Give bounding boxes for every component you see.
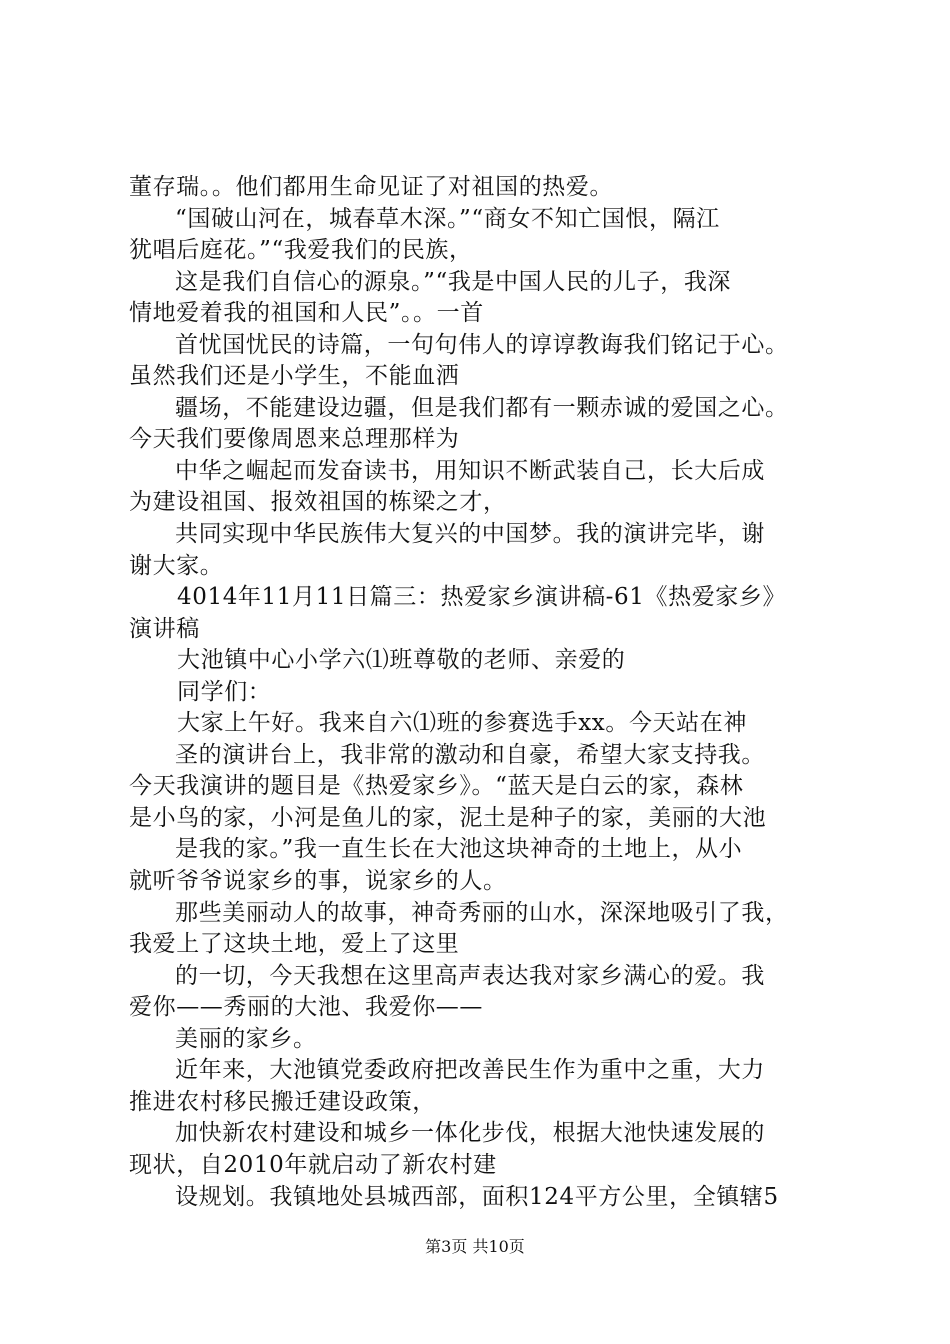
text-line: “国破山河在，城春草木深。”“商女不知亡国恨，隔江 — [175, 205, 720, 232]
page-footer — [0, 1236, 950, 1258]
text-line: 同学们： — [177, 678, 272, 705]
text-line: 疆场，不能建设边疆，但是我们都有一颗赤诚的爱国之心。 — [175, 394, 789, 421]
text-line: 情地爱着我的祖国和人民”。。一首 — [129, 300, 484, 327]
text-line: 谢大家。 — [129, 552, 224, 579]
text-line: 这是我们自信心的源泉。”“我是中国人民的儿子，我深 — [175, 268, 732, 295]
text-line: 现状，自2010年就启动了新农村建 — [129, 1151, 497, 1178]
text-line: 就听爷爷说家乡的事，说家乡的人。 — [129, 868, 507, 895]
text-line: 推进农村移民搬迁建设政策， — [129, 1088, 436, 1115]
text-line: 的一切，今天我想在这里高声表达我对家乡满心的爱。我 — [175, 962, 765, 989]
text-line: 加快新农村建设和城乡一体化步伐，根据大池快速发展的 — [175, 1120, 765, 1147]
text-line: 董存瑞。。他们都用生命见证了对祖国的热爱。 — [129, 174, 614, 200]
text-line: 今天我演讲的题目是《热爱家乡》。“蓝天是白云的家，森林 — [129, 773, 744, 800]
text-line: 犹唱后庭花。”“我爱我们的民族， — [129, 237, 473, 264]
text-line: 是小鸟的家，小河是鱼儿的家，泥土是种子的家，美丽的大池 — [129, 804, 767, 831]
text-line: 中华之崛起而发奋读书，用知识不断武装自己，长大后成 — [175, 457, 765, 484]
text-line: 首忧国忧民的诗篇，一句句伟人的谆谆教诲我们铭记于心。 — [175, 331, 789, 358]
text-line: 我爱上了这块土地，爱上了这里 — [129, 931, 460, 958]
text-line: 设规划。我镇地处县城西部，面积124平方公里，全镇辖5 — [175, 1183, 779, 1210]
text-line: 虽然我们还是小学生，不能血洒 — [129, 363, 460, 390]
text-line: 4014年11月11日篇三：热爱家乡演讲稿-61《热爱家乡》 — [177, 584, 787, 611]
page-number-label: 第3页 共10页 — [425, 1237, 525, 1256]
text-line: 今天我们要像周恩来总理那样为 — [129, 426, 460, 453]
text-line: 共同实现中华民族伟大复兴的中国梦。我的演讲完毕，谢 — [175, 521, 765, 548]
text-line: 那些美丽动人的故事，神奇秀丽的山水，深深地吸引了我， — [175, 899, 789, 926]
text-line: 爱你——秀丽的大池、我爱你—— — [129, 994, 483, 1021]
text-line: 为建设祖国、报效祖国的栋梁之才， — [129, 489, 507, 516]
document-body — [129, 172, 834, 1213]
text-line: 大家上午好。我来自六⑴班的参赛选手xx。今天站在神 — [177, 710, 747, 737]
text-line: 圣的演讲台上，我非常的激动和自豪，希望大家支持我。 — [175, 741, 765, 768]
text-line: 近年来，大池镇党委政府把改善民生作为重中之重，大力 — [175, 1057, 765, 1084]
text-line: 大池镇中心小学六⑴班尊敬的老师、亲爱的 — [177, 647, 626, 674]
text-line: 演讲稿 — [129, 615, 200, 642]
text-line: 是我的家。”我一直生长在大池这块神奇的土地上，从小 — [175, 836, 743, 863]
text-line: 美丽的家乡。 — [175, 1025, 317, 1052]
